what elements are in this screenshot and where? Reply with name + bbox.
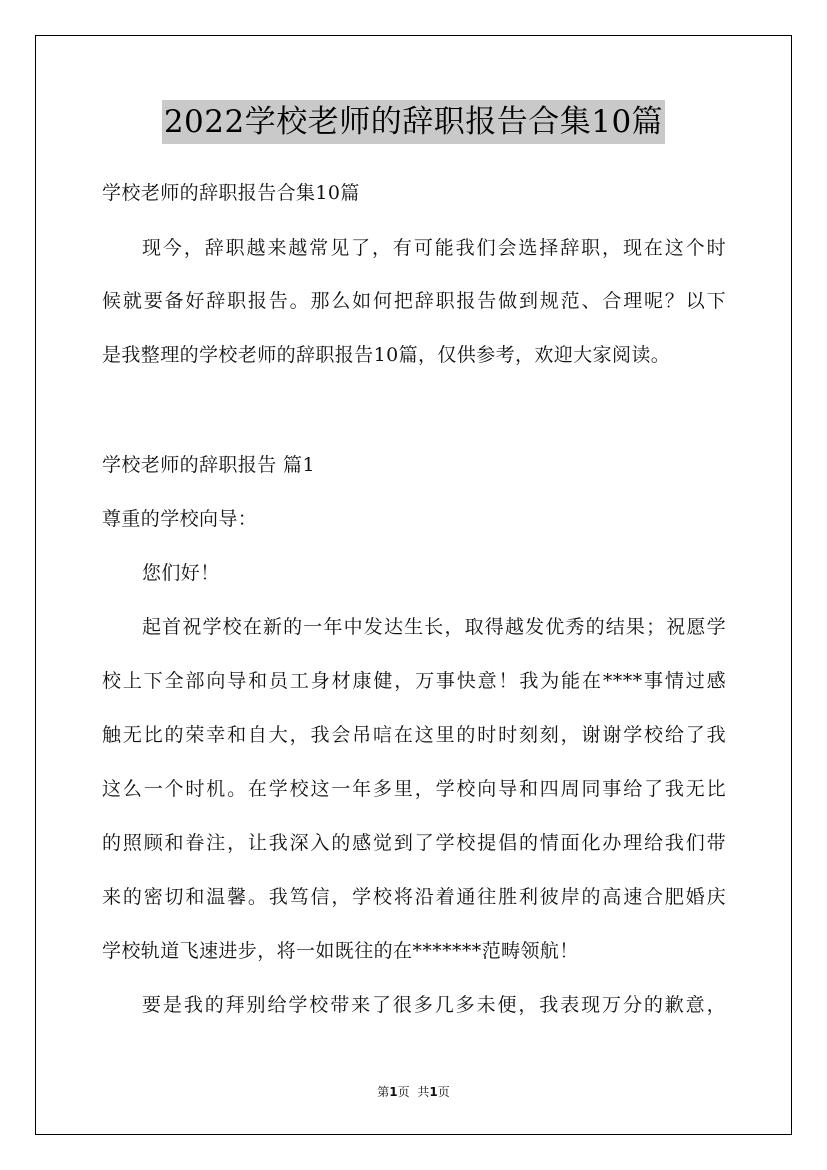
greeting: 您们好！	[142, 562, 220, 584]
paragraph-line: 起首祝学校在新的一年中发达生长，取得越发优秀的结果；祝愿学	[142, 616, 726, 638]
page-number: 1	[389, 1085, 398, 1099]
total-pages: 1	[429, 1085, 438, 1099]
paragraph-line: 学校轨道飞速进步，将一如既往的在*******范畴领航！	[102, 940, 579, 962]
document-title: 2022学校老师的辞职报告合集10篇	[162, 100, 665, 144]
total-prefix: 共	[417, 1085, 430, 1099]
paragraph-line: 来的密切和温馨。我笃信，学校将沿着通往胜利彼岸的高速合肥婚庆	[102, 886, 726, 908]
paragraph-line: 触无比的荣幸和自大，我会吊唁在这里的时时刻刻，谢谢学校给了我	[102, 724, 726, 746]
page-label-prefix: 第	[377, 1085, 390, 1099]
paragraph-line: 这么一个时机。在学校这一年多里，学校向导和四周同事给了我无比	[102, 778, 726, 800]
section-heading: 学校老师的辞职报告 篇1	[102, 454, 315, 476]
intro-line: 是我整理的学校老师的辞职报告10篇，仅供参考，欢迎大家阅读。	[102, 344, 671, 366]
page-footer	[0, 1084, 827, 1100]
paragraph-line: 要是我的拜别给学校带来了很多几多未便，我表现万分的歉意，	[142, 994, 726, 1016]
salutation: 尊重的学校向导：	[102, 508, 258, 530]
paragraph-line: 的照顾和眷注，让我深入的感觉到了学校提倡的情面化办理给我们带	[102, 832, 726, 854]
intro-line: 现今，辞职越来越常见了，有可能我们会选择辞职，现在这个时	[142, 237, 726, 259]
intro-line: 候就要备好辞职报告。那么如何把辞职报告做到规范、合理呢？以下	[102, 290, 726, 312]
paragraph-line: 校上下全部向导和员工身材康健，万事快意！我为能在****事情过感	[102, 670, 726, 692]
document-subtitle: 学校老师的辞职报告合集10篇	[102, 182, 360, 204]
page-label-suffix: 页	[397, 1085, 410, 1099]
title-container	[0, 100, 827, 144]
total-suffix: 页	[437, 1085, 450, 1099]
